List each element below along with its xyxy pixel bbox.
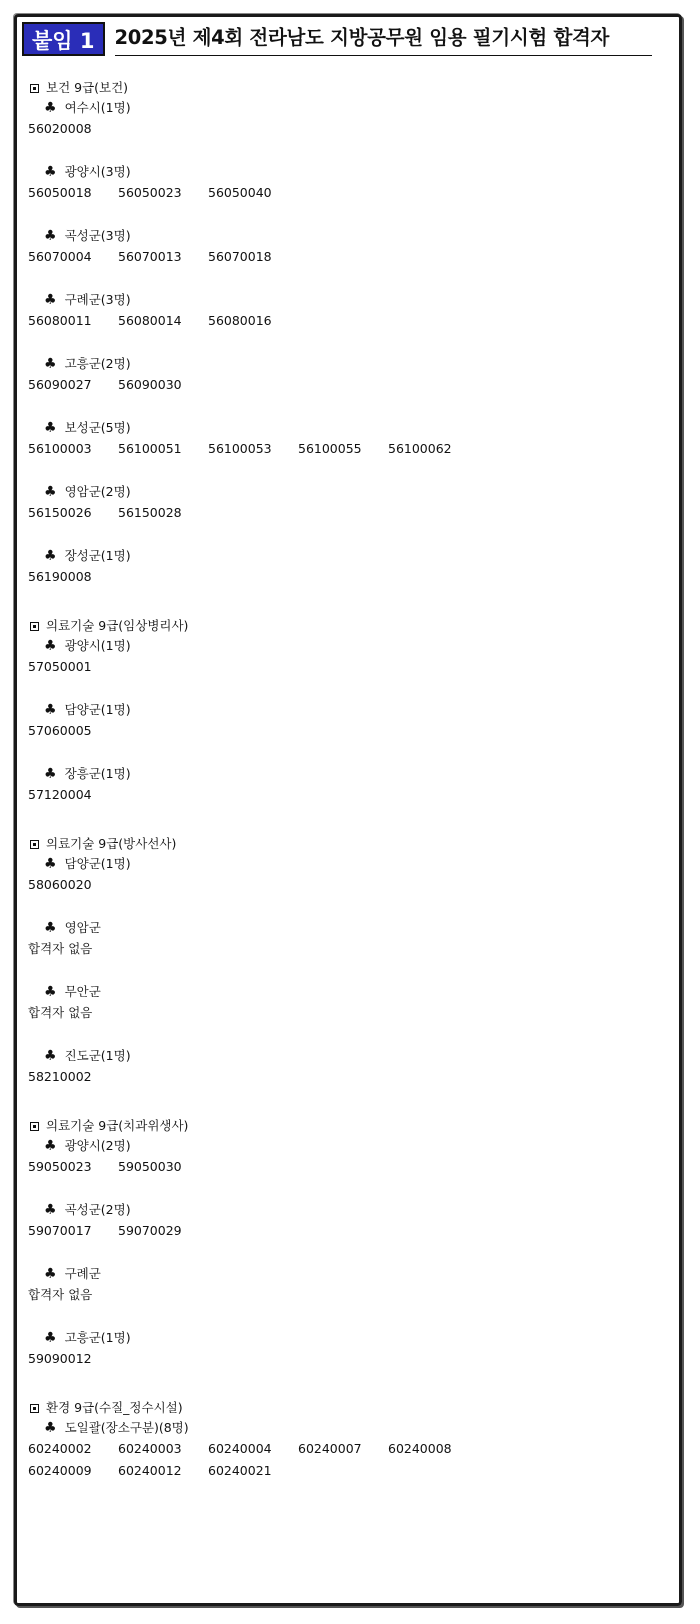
- document-header: [22, 18, 652, 56]
- club-bullet-icon: ♣: [44, 1202, 57, 1218]
- results-list: [28, 78, 668, 1510]
- region-block: [28, 1200, 668, 1242]
- candidate-id-list: [28, 566, 488, 588]
- exam-category: [28, 1398, 668, 1482]
- region-header: [28, 1418, 668, 1438]
- region-header: [28, 98, 668, 118]
- category-header: [28, 616, 668, 636]
- region-header: [28, 636, 668, 656]
- candidate-id: 59070017: [28, 1223, 92, 1238]
- candidate-id: 60240009: [28, 1463, 92, 1478]
- region-block: [28, 1046, 668, 1088]
- candidate-id: 60240012: [118, 1463, 182, 1478]
- club-bullet-icon: ♣: [44, 984, 57, 1000]
- exam-category: [28, 834, 668, 1088]
- region-block: [28, 226, 668, 268]
- candidate-id: 60240021: [208, 1463, 272, 1478]
- candidate-id-list: [28, 1220, 488, 1242]
- candidate-id-list: [28, 1438, 488, 1482]
- candidate-id: 56190008: [28, 569, 92, 584]
- club-bullet-icon: ♣: [44, 1266, 57, 1282]
- square-bullet-icon: [30, 622, 39, 631]
- candidate-id: 56100062: [388, 441, 452, 456]
- candidate-id: 56050023: [118, 185, 182, 200]
- region-name: 보성군(5명): [64, 420, 131, 435]
- club-bullet-icon: ♣: [44, 1138, 57, 1154]
- candidate-id-list: [28, 118, 488, 140]
- club-bullet-icon: ♣: [44, 548, 57, 564]
- region-name: 영암군(2명): [64, 484, 131, 499]
- candidate-id-list: [28, 1066, 488, 1088]
- region-header: [28, 290, 668, 310]
- region-name: 광양시(3명): [64, 164, 131, 179]
- candidate-id: 56080014: [118, 313, 182, 328]
- region-block: [28, 418, 668, 460]
- region-name: 장흥군(1명): [64, 766, 131, 781]
- candidate-id: 56100053: [208, 441, 272, 456]
- club-bullet-icon: ♣: [44, 1048, 57, 1064]
- region-header: [28, 764, 668, 784]
- region-block: [28, 764, 668, 806]
- region-name: 고흥군(1명): [64, 1330, 131, 1345]
- candidate-id-list: [28, 720, 488, 742]
- candidate-id: 57060005: [28, 723, 92, 738]
- candidate-id: 58210002: [28, 1069, 92, 1084]
- document-title: 2025년 제4회 전라남도 지방공무원 임용 필기시험 합격자: [115, 21, 653, 56]
- category-name: 환경 9급(수질_정수시설): [46, 1400, 183, 1415]
- candidate-id: 60240003: [118, 1441, 182, 1456]
- exam-category: [28, 1116, 668, 1370]
- region-block: [28, 546, 668, 588]
- candidate-id: 56080011: [28, 313, 92, 328]
- region-name: 광양시(2명): [64, 1138, 131, 1153]
- square-bullet-icon: [30, 840, 39, 849]
- region-block: [28, 918, 668, 960]
- category-name: 의료기술 9급(치과위생사): [46, 1118, 189, 1133]
- region-header: [28, 982, 668, 1002]
- region-name: 여수시(1명): [64, 100, 131, 115]
- no-passers-text: 합격자 없음: [28, 1287, 93, 1302]
- candidate-id: 60240002: [28, 1441, 92, 1456]
- candidate-id: 56100051: [118, 441, 182, 456]
- candidate-id-list: [28, 374, 488, 396]
- candidate-id: 56050018: [28, 185, 92, 200]
- region-name: 무안군: [64, 984, 101, 999]
- exam-category: [28, 78, 668, 588]
- candidate-id-list: [28, 874, 488, 896]
- candidate-id: 60240004: [208, 1441, 272, 1456]
- candidate-id: 56080016: [208, 313, 272, 328]
- club-bullet-icon: ♣: [44, 766, 57, 782]
- no-passers-text: 합격자 없음: [28, 941, 93, 956]
- region-header: [28, 418, 668, 438]
- region-block: [28, 482, 668, 524]
- region-header: [28, 700, 668, 720]
- candidate-id: 56090030: [118, 377, 182, 392]
- candidate-id: 56100055: [298, 441, 362, 456]
- no-passers-text: 합격자 없음: [28, 1005, 93, 1020]
- candidate-id: 56070004: [28, 249, 92, 264]
- exam-category: [28, 616, 668, 806]
- region-name: 광양시(1명): [64, 638, 131, 653]
- club-bullet-icon: ♣: [44, 292, 57, 308]
- candidate-id: 60240007: [298, 1441, 362, 1456]
- club-bullet-icon: ♣: [44, 164, 57, 180]
- club-bullet-icon: ♣: [44, 420, 57, 436]
- club-bullet-icon: ♣: [44, 920, 57, 936]
- region-block: [28, 1264, 668, 1306]
- region-header: [28, 354, 668, 374]
- region-name: 고흥군(2명): [64, 356, 131, 371]
- candidate-id: 56090027: [28, 377, 92, 392]
- candidate-id: 60240008: [388, 1441, 452, 1456]
- candidate-id: 59090012: [28, 1351, 92, 1366]
- square-bullet-icon: [30, 1404, 39, 1413]
- region-block: [28, 1328, 668, 1370]
- candidate-id: 58060020: [28, 877, 92, 892]
- club-bullet-icon: ♣: [44, 484, 57, 500]
- region-header: [28, 1200, 668, 1220]
- category-name: 의료기술 9급(임상병리사): [46, 618, 189, 633]
- category-header: [28, 78, 668, 98]
- candidate-id-list: [28, 784, 488, 806]
- candidate-id: 59050023: [28, 1159, 92, 1174]
- region-header: [28, 918, 668, 938]
- candidate-id-list: [28, 1348, 488, 1370]
- region-name: 곡성군(3명): [64, 228, 131, 243]
- region-header: [28, 1264, 668, 1284]
- region-header: [28, 1328, 668, 1348]
- region-header: [28, 854, 668, 874]
- region-name: 진도군(1명): [64, 1048, 131, 1063]
- candidate-id: 57120004: [28, 787, 92, 802]
- region-name: 구례군: [64, 1266, 101, 1281]
- club-bullet-icon: ♣: [44, 356, 57, 372]
- region-header: [28, 1046, 668, 1066]
- region-name: 구례군(3명): [64, 292, 131, 307]
- region-block: [28, 700, 668, 742]
- candidate-id: 57050001: [28, 659, 92, 674]
- club-bullet-icon: ♣: [44, 228, 57, 244]
- region-header: [28, 546, 668, 566]
- region-block: [28, 98, 668, 140]
- candidate-id: 56020008: [28, 121, 92, 136]
- square-bullet-icon: [30, 1122, 39, 1131]
- region-header: [28, 1136, 668, 1156]
- candidate-id-list: [28, 310, 488, 332]
- candidate-id-list: [28, 438, 488, 460]
- candidate-id: 56150028: [118, 505, 182, 520]
- club-bullet-icon: ♣: [44, 702, 57, 718]
- region-block: [28, 982, 668, 1024]
- candidate-id: 56100003: [28, 441, 92, 456]
- candidate-id-list: [28, 182, 488, 204]
- region-name: 담양군(1명): [64, 702, 131, 717]
- square-bullet-icon: [30, 84, 39, 93]
- category-name: 의료기술 9급(방사선사): [46, 836, 177, 851]
- candidate-id: 56070018: [208, 249, 272, 264]
- candidate-id: 59050030: [118, 1159, 182, 1174]
- category-header: [28, 1116, 668, 1136]
- region-header: [28, 482, 668, 502]
- region-block: [28, 1418, 668, 1482]
- region-name: 장성군(1명): [64, 548, 131, 563]
- category-name: 보건 9급(보건): [46, 80, 129, 95]
- region-name: 담양군(1명): [64, 856, 131, 871]
- region-block: [28, 1136, 668, 1178]
- region-header: [28, 226, 668, 246]
- region-block: [28, 162, 668, 204]
- attachment-badge: 붙임 1: [22, 22, 105, 56]
- region-block: [28, 290, 668, 332]
- region-name: 곡성군(2명): [64, 1202, 131, 1217]
- candidate-id: 59070029: [118, 1223, 182, 1238]
- candidate-id-list: [28, 502, 488, 524]
- region-block: [28, 636, 668, 678]
- candidate-id-list: [28, 246, 488, 268]
- club-bullet-icon: ♣: [44, 856, 57, 872]
- candidate-id: 56150026: [28, 505, 92, 520]
- region-header: [28, 162, 668, 182]
- category-header: [28, 834, 668, 854]
- region-block: [28, 854, 668, 896]
- region-name: 도일괄(장소구분)(8명): [64, 1420, 189, 1435]
- candidate-id-list: [28, 656, 488, 678]
- candidate-id: 56070013: [118, 249, 182, 264]
- region-block: [28, 354, 668, 396]
- club-bullet-icon: ♣: [44, 1420, 57, 1436]
- club-bullet-icon: ♣: [44, 638, 57, 654]
- candidate-id: 56050040: [208, 185, 272, 200]
- region-name: 영암군: [64, 920, 101, 935]
- category-header: [28, 1398, 668, 1418]
- club-bullet-icon: ♣: [44, 1330, 57, 1346]
- candidate-id-list: [28, 1156, 488, 1178]
- club-bullet-icon: ♣: [44, 100, 57, 116]
